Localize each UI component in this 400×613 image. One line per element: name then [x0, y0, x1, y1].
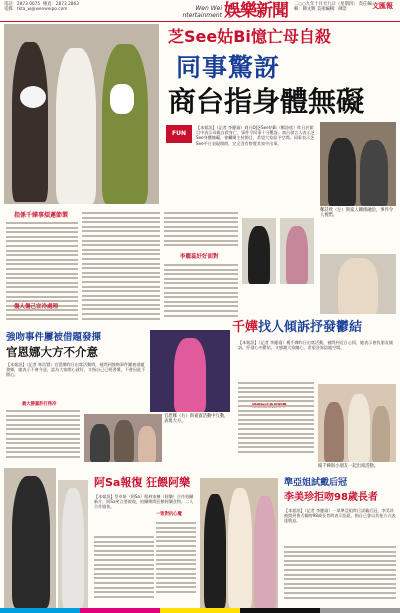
middle-photo-2: [280, 218, 314, 284]
story3-photo: [318, 384, 396, 462]
story2-photo-main: [150, 330, 230, 412]
main-headline-1: 同事驚訝: [176, 53, 281, 82]
section-en-2: ntertainment: [182, 12, 222, 19]
main-body: 【本報訊】（記者 李慶瑜）商台DJ芝See姑Bi（鄭詩欣）昨日於節目中表示母親自殺身亡，事件令同事十分驚訝。商台發言人表示芝See身體無礙，會繼續主持節目，希望大家給予空間。同事表示芝See平日表現開朗，完全沒有察覺其家中出事。: [196, 125, 315, 146]
story3-headline-rest: 找人傾訴抒發鬱結: [258, 320, 363, 335]
story4-photo-woman: [58, 480, 88, 608]
main-photo-caption: 鄭詩欣（左）與家人關係融洽，事件令人惋惜。: [320, 208, 394, 219]
story5-headline: 李美珍拒吻98歲長者: [284, 492, 378, 503]
main-mid-text: [82, 212, 160, 322]
main-kicker: 芝See姑Bi憶亡母自殺: [168, 27, 331, 46]
bottom-color-bar: [0, 608, 400, 613]
story4-photo-man: [4, 468, 56, 608]
main-subhead-1: 指係千嬅事煩遲節製: [14, 212, 69, 219]
story4-text: [94, 536, 154, 608]
story3-headline-name: 千嬅: [232, 320, 259, 335]
story3-headline: [232, 320, 400, 336]
header-bar: [0, 0, 400, 22]
story2-photo-small: [84, 414, 162, 462]
main-body-badge: FUN: [166, 125, 192, 143]
story3-photo-caption: 楊千嬅與小朋友一起出席活動。: [318, 464, 379, 469]
story3-left-text: [238, 382, 314, 460]
paper-logo: 文匯報: [372, 2, 393, 10]
header-section-en: [166, 5, 222, 19]
middle-photo-1: [242, 218, 276, 284]
story2-left-text: [6, 410, 80, 466]
header-fax: 傳真：2873 2863: [42, 2, 80, 7]
story3-body: 【本報訊】（記者 李慶瑜）楊千嬅昨日出席活動，被問到近日心情，她表示會找朋友傾訴，抒發心中鬱結，又感謝大家關心，希望各界給她空間。: [238, 340, 393, 351]
story2-photo-caption: 官恩娜（右）與嘉賓活動中互動，表現大方。: [164, 414, 229, 425]
header-email: 電郵：tkta_w@wenweipo.com: [4, 7, 68, 13]
story4-text-2: [156, 522, 196, 608]
section-en-1: Wen Wei: [195, 5, 222, 12]
header-left-info: [4, 2, 164, 13]
main-subhead-2: 傷人傷己宜冷處理: [14, 304, 59, 310]
main-mid2-text: [164, 212, 238, 252]
story4-headline: 阿Sa報復 狂餵阿樂: [94, 476, 191, 489]
header-date-line: 二○○九年十月廿九日（星期四） 責任編輯：陳文興 美術編輯：陳景: [294, 2, 372, 13]
main-subhead-3: 李麗蕊好好面對: [180, 254, 219, 260]
story4-subhead: 一致對抗心魔: [156, 512, 182, 517]
masthead: 娛樂新聞: [224, 1, 288, 21]
story2-subhead: 最大勝嘉許打得冷: [22, 402, 57, 407]
story2-body: 【本報訊】（記者 林浩賢）官恩娜昨日出席活動時，被問到強吻事件屢被借題發揮，她表示不會介意，認為大家開心就好，又指自己已經習慣，不會因此不開心。: [6, 362, 146, 378]
main-side-photo: [320, 122, 396, 206]
story5-body: 【本報訊】（記者 李慶瑜）一眾準亞姐昨日試戴后冠，李美珍被問到會否親吻98歲長者時表示拒絕，指自己會以其他方式表達敬意。: [284, 508, 396, 524]
main-photo: [4, 24, 159, 204]
main-headline-2: 商台指身體無礙: [168, 85, 365, 118]
header-phone: 電話：2873 0075: [4, 2, 41, 7]
story5-text: [284, 546, 396, 608]
story2-headline-2: 官恩娜大方不介意: [6, 345, 98, 359]
story4-body: 【本報訊】蔡卓妍（阿Sa）與林家棟（阿樂）合作拍攝新片，阿Sa笑言要報復，拍攝期間狂餵阿樂食物，二人合作愉快。: [94, 494, 194, 510]
middle-photo-3: [320, 254, 396, 314]
story5-kicker: 準亞姐試戴后冠: [284, 478, 348, 488]
story5-photo: [200, 478, 278, 608]
story2-headline-1: 強吻事件屢被借題發揮: [6, 332, 102, 343]
main-mid3-text: [164, 264, 238, 322]
